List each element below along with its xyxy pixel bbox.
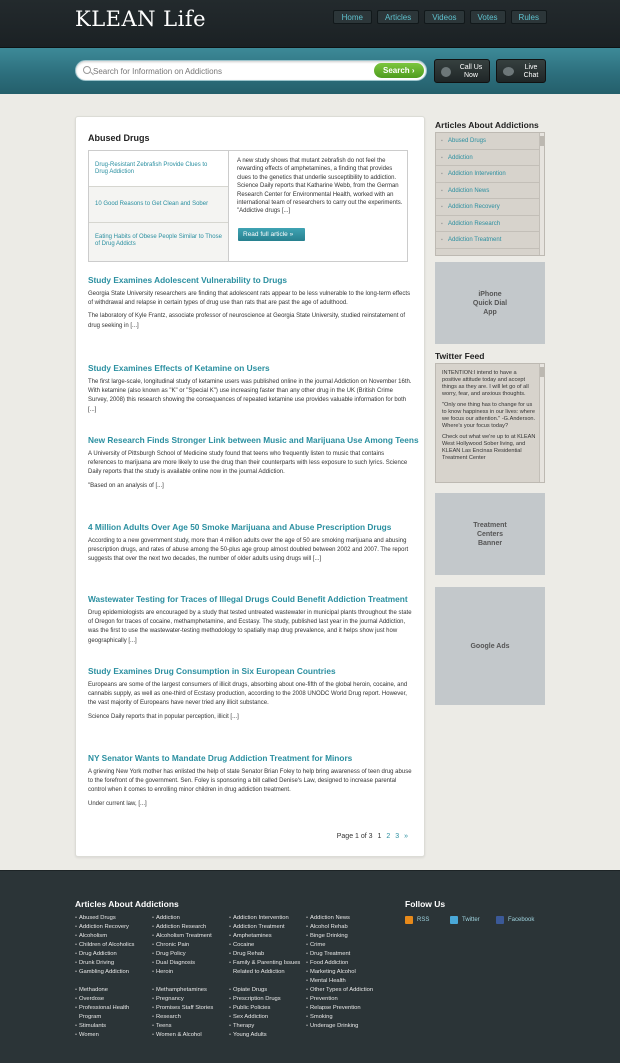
footer-link[interactable]: • Addiction News bbox=[306, 914, 384, 923]
footer-link[interactable]: • Drug Addiction bbox=[75, 950, 153, 959]
sidebar-item[interactable]: ▪ Addiction Treatment bbox=[436, 232, 544, 249]
sidebar-item[interactable]: ▪ Addiction Intervention bbox=[436, 166, 544, 183]
article-text: A grieving New York mother has enlisted the help of state Senator Brian Foley to help bring awareness of teen drug abuse to the forefront of the government. Sen. Foley is sponsoring a bill called Denise's Law, designed to increase parental control when it comes to enrolling minor children in drug addiction treatment. bbox=[88, 769, 412, 794]
featured-item[interactable]: 10 Good Reasons to Get Clean and Sober bbox=[89, 187, 228, 223]
article-text: Drug epidemiologists are encouraged by a study that tested untreated wastewater in municipal plants throughout the state of Oregon for traces of cocaine, methamphetamine, and Ecstasy. The study, published last year in the journal Addiction, was the first to use the wastewater-testing methodology to spatially map drug prevalence, and it helps show just how geographically [...] bbox=[88, 610, 412, 644]
footer-link[interactable]: • Cocaine bbox=[229, 941, 307, 950]
page-current: 1 bbox=[377, 833, 382, 840]
footer-link[interactable]: • Women & Alcohol bbox=[152, 1031, 230, 1040]
pagination bbox=[334, 833, 408, 840]
article-text: Europeans are some of the largest consumers of illicit drugs, absorbing about one-fifth of the global heroin, cocaine, and cannabis supply, as well as one-third of Ecstasy production, according to the 2008 UNODC World Drug report. However, the vast majority of Europeans have never tried any illicit substance. bbox=[88, 682, 408, 707]
article bbox=[88, 594, 414, 650]
footer-link[interactable]: • Women bbox=[75, 1031, 153, 1040]
twitter-link[interactable]: Twitter bbox=[450, 916, 480, 924]
footer-link[interactable]: • Prescription Drugs bbox=[229, 995, 307, 1004]
footer-link[interactable]: • Crime bbox=[306, 941, 384, 950]
footer-column bbox=[306, 914, 384, 977]
article-text: The laboratory of Kyle Frantz, associate professor of neuroscience at Georgia State University, studied reinstatement of drug seeking in [...] bbox=[88, 313, 406, 329]
scrollbar-thumb[interactable] bbox=[540, 367, 544, 377]
footer-link[interactable]: • Research bbox=[152, 1013, 230, 1022]
nav-articles[interactable]: Articles bbox=[377, 10, 419, 24]
footer-column bbox=[75, 986, 153, 1040]
footer-link[interactable]: • Opiate Drugs bbox=[229, 986, 307, 995]
article-title[interactable]: Wastewater Testing for Traces of Illegal Drugs Could Benefit Addiction Treatment bbox=[88, 594, 408, 604]
footer-link[interactable]: • Drug Rehab bbox=[229, 950, 307, 959]
twitter-scrollbar[interactable] bbox=[539, 364, 544, 482]
footer-link[interactable]: • Addiction Research bbox=[152, 923, 230, 932]
featured-box bbox=[88, 150, 408, 262]
page-label: Page 1 of 3 bbox=[336, 833, 373, 840]
article-title[interactable]: Study Examines Effects of Ketamine on Users bbox=[88, 363, 270, 373]
article-title[interactable]: New Research Finds Stronger Link between Music and Marijuana Use Among Teens bbox=[88, 435, 419, 445]
site-logo[interactable]: KLEAN Life bbox=[75, 7, 207, 31]
footer-link[interactable]: • Family & Parenting Issues Related to Addiction bbox=[229, 959, 307, 977]
footer-link[interactable]: • Sex Addiction bbox=[229, 1013, 307, 1022]
nav-videos[interactable]: Videos bbox=[424, 10, 464, 24]
next-page-link[interactable]: » bbox=[404, 833, 408, 840]
footer-link[interactable]: • Addiction Recovery bbox=[75, 923, 153, 932]
search-band bbox=[0, 48, 620, 94]
google-ads[interactable]: Google Ads bbox=[435, 587, 545, 705]
footer-link[interactable]: • Public Policies bbox=[229, 1004, 307, 1013]
article-text: Science Daily reports that in popular perception, illicit [...] bbox=[88, 713, 239, 720]
article bbox=[88, 522, 414, 569]
footer-link[interactable]: • Relapse Prevention bbox=[306, 1004, 384, 1013]
article-text: A University of Pittsburgh School of Medicine study found that teens who frequently listen to music that contains references to marijuana are more likely to use the drug than their counterparts with less exposure to such lyrics. Science Daily reports that the study is available online now in the journal Addiction. bbox=[88, 451, 408, 476]
tweet: INTENTION:I intend to have a positive attitude today and accept things as they are. I will let go of all worry, fear, and anxious thoughts. bbox=[442, 370, 529, 397]
sidebar-articles-list bbox=[435, 132, 545, 256]
page-3-link[interactable]: 3 bbox=[395, 833, 400, 840]
footer-link[interactable]: • Drug Treatment bbox=[306, 950, 384, 959]
featured-item[interactable]: Drug-Resistant Zebrafish Provide Clues to Drug Addiction bbox=[89, 151, 228, 187]
live-chat-button[interactable]: Live Chat bbox=[496, 59, 546, 83]
featured-list bbox=[89, 151, 229, 261]
footer-link[interactable]: • Smoking bbox=[306, 1013, 384, 1022]
nav-rules[interactable]: Rules bbox=[511, 10, 547, 24]
search-button[interactable]: Search › bbox=[374, 63, 424, 78]
twitter-feed-heading: Twitter Feed bbox=[435, 351, 485, 361]
follow-us-heading: Follow Us bbox=[405, 899, 446, 909]
footer-link[interactable]: • Other Types of Addiction bbox=[306, 986, 384, 995]
sidebar-item[interactable]: ▪ Abused Drugs bbox=[436, 133, 544, 150]
featured-item[interactable]: Eating Habits of Obese People Similar to Those of Drug Addicts bbox=[95, 234, 222, 247]
rss-link[interactable]: RSS bbox=[405, 916, 429, 924]
article bbox=[88, 666, 414, 726]
main-nav bbox=[333, 10, 547, 24]
footer-link[interactable]: • Abused Drugs bbox=[75, 914, 153, 923]
main-content bbox=[75, 116, 425, 857]
tweet: "Only one thing has to change for us to know happiness in our lives: where we focus our attention." -G.Anderson. Where's your focus today? bbox=[442, 402, 536, 429]
footer-link[interactable]: • Promises Staff Stories bbox=[152, 1004, 230, 1013]
footer-link[interactable]: • Addiction Intervention bbox=[229, 914, 307, 923]
footer-link[interactable]: • Drug Policy bbox=[152, 950, 230, 959]
footer-link[interactable]: • Alcohol Rehab bbox=[306, 923, 384, 932]
nav-home[interactable]: Home bbox=[333, 10, 372, 24]
footer bbox=[0, 870, 620, 1063]
article bbox=[88, 363, 414, 419]
treatment-centers-banner[interactable]: Treatment Centers Banner bbox=[435, 493, 545, 575]
footer-link[interactable]: • Underage Drinking bbox=[306, 1022, 384, 1031]
nav-votes[interactable]: Votes bbox=[470, 10, 506, 24]
phone-icon bbox=[441, 67, 451, 77]
featured-excerpt: A new study shows that mutant zebrafish do not feel the rewarding effects of amphetamines, a finding that provides clues to the genetics that underlie susceptibility to addiction. Science Daily reports that Katharine Webb, from the German Research Center for Environmental Health, worked with an international team of researchers to carry out the experiments. "Addictive drugs [...] bbox=[237, 158, 403, 215]
footer-link[interactable]: • Marketing Alcohol bbox=[306, 968, 384, 977]
scrollbar-thumb[interactable] bbox=[540, 136, 544, 146]
footer-column bbox=[152, 914, 230, 977]
page-2-link[interactable]: 2 bbox=[386, 833, 391, 840]
footer-column bbox=[229, 986, 307, 1040]
article bbox=[88, 435, 419, 495]
footer-link[interactable]: • Drunk Driving bbox=[75, 959, 153, 968]
article-text: Georgia State University researchers are finding that adolescent rats appear to be less vulnerable to the long-term effects of withdrawal and relapse in certain types of drug use than rats that are past the age of adulthood. bbox=[88, 291, 411, 307]
footer-link[interactable]: • Methadone bbox=[75, 986, 153, 995]
search-box bbox=[75, 60, 427, 81]
article-text: According to a new government study, more than 4 million adults over the age of 50 are smoking marijuana and abusing prescription drugs, and rates of abuse among the 50-plus age group almost doubled between 2002 and 2007. The report suggests that over the next two decades, the number of older adults using drugs will [...] bbox=[88, 538, 409, 563]
footer-link[interactable]: • Food Addiction bbox=[306, 959, 384, 968]
article bbox=[88, 275, 414, 335]
page-title: Abused Drugs bbox=[88, 133, 150, 143]
footer-link[interactable]: • Gambling Addiction bbox=[75, 968, 153, 977]
footer-link[interactable]: • Methamphetamines bbox=[152, 986, 230, 995]
sidebar-item[interactable]: ▪ Addiction Research bbox=[436, 216, 544, 233]
article-title[interactable]: 4 Million Adults Over Age 50 Smoke Marijuana and Abuse Prescription Drugs bbox=[88, 522, 392, 532]
footer-column bbox=[229, 914, 307, 977]
sidebar-item[interactable]: ▪ Addiction Recovery bbox=[436, 199, 544, 216]
article bbox=[88, 753, 414, 813]
sidebar-scrollbar[interactable] bbox=[539, 133, 544, 255]
footer-link[interactable]: • Binge Drinking bbox=[306, 932, 384, 941]
facebook-link[interactable]: Facebook bbox=[496, 916, 534, 924]
footer-link[interactable]: • Addiction bbox=[152, 914, 230, 923]
footer-link[interactable]: • Stimulants bbox=[75, 1022, 153, 1031]
footer-link[interactable]: • Prevention bbox=[306, 995, 384, 1004]
article-text: Under current law, [...] bbox=[88, 800, 147, 807]
footer-link[interactable]: • Alcoholism Treatment bbox=[152, 932, 230, 941]
twitter-icon bbox=[450, 916, 458, 924]
footer-link[interactable]: • Amphetamines bbox=[229, 932, 307, 941]
footer-link[interactable]: • Pregnancy bbox=[152, 995, 230, 1004]
footer-link[interactable]: • Therapy bbox=[229, 1022, 307, 1031]
read-full-article-button[interactable]: Read full article » bbox=[238, 228, 305, 241]
footer-link[interactable]: • Young Adults bbox=[229, 1031, 307, 1040]
twitter-feed bbox=[435, 363, 545, 483]
article-text: The first large-scale, longitudinal study of ketamine users was published online in the journal Addiction on November 16th. With ketamine (also known as "K" or "Special K") use increasing faster than any other drug in the UK (British Crime Survey, 2008) this research showing the consequences of repeated ketamine use provides valuable information for both [...] bbox=[88, 379, 412, 413]
footer-link[interactable]: • Heroin bbox=[152, 968, 230, 977]
iphone-app-ad[interactable]: iPhone Quick Dial App bbox=[435, 262, 545, 344]
tweet: Check out what we're up to at KLEAN West Hollywood Sober living, and KLEAN Las Encinas Residential Treatment Center bbox=[442, 434, 536, 461]
facebook-icon bbox=[496, 916, 504, 924]
article-title[interactable]: Study Examines Drug Consumption in Six European Countries bbox=[88, 666, 336, 676]
footer-heading: Articles About Addictions bbox=[75, 899, 179, 909]
footer-link[interactable]: • Mental Health bbox=[306, 977, 384, 986]
footer-link[interactable]: • Chronic Pain bbox=[152, 941, 230, 950]
footer-column bbox=[306, 977, 384, 1031]
top-bar bbox=[0, 0, 620, 48]
article-title[interactable]: Study Examines Adolescent Vulnerability to Drugs bbox=[88, 275, 288, 285]
footer-link[interactable]: • Overdose bbox=[75, 995, 153, 1004]
sidebar-item[interactable]: ▪ Addiction News bbox=[436, 183, 544, 200]
footer-link[interactable]: • Alcoholism bbox=[75, 932, 153, 941]
footer-link[interactable]: • Professional Health Program bbox=[75, 1004, 153, 1022]
chat-bubble-icon bbox=[503, 67, 514, 76]
rss-icon bbox=[405, 916, 413, 924]
call-us-button[interactable]: Call Us Now bbox=[434, 59, 490, 83]
footer-link[interactable]: • Children of Alcoholics bbox=[75, 941, 153, 950]
article-text: "Based on an analysis of [...] bbox=[88, 482, 164, 489]
search-icon bbox=[83, 66, 91, 74]
footer-column bbox=[75, 914, 153, 977]
footer-column bbox=[152, 986, 230, 1040]
sidebar-item[interactable]: ▪ Addiction bbox=[436, 150, 544, 167]
footer-link[interactable]: • Teens bbox=[152, 1022, 230, 1031]
search-input[interactable] bbox=[93, 64, 363, 78]
article-title[interactable]: NY Senator Wants to Mandate Drug Addiction Treatment for Minors bbox=[88, 753, 353, 763]
sidebar-articles-heading: Articles About Addictions bbox=[435, 120, 539, 130]
footer-link[interactable]: • Addiction Treatment bbox=[229, 923, 307, 932]
footer-link[interactable]: • Dual Diagnosis bbox=[152, 959, 230, 968]
